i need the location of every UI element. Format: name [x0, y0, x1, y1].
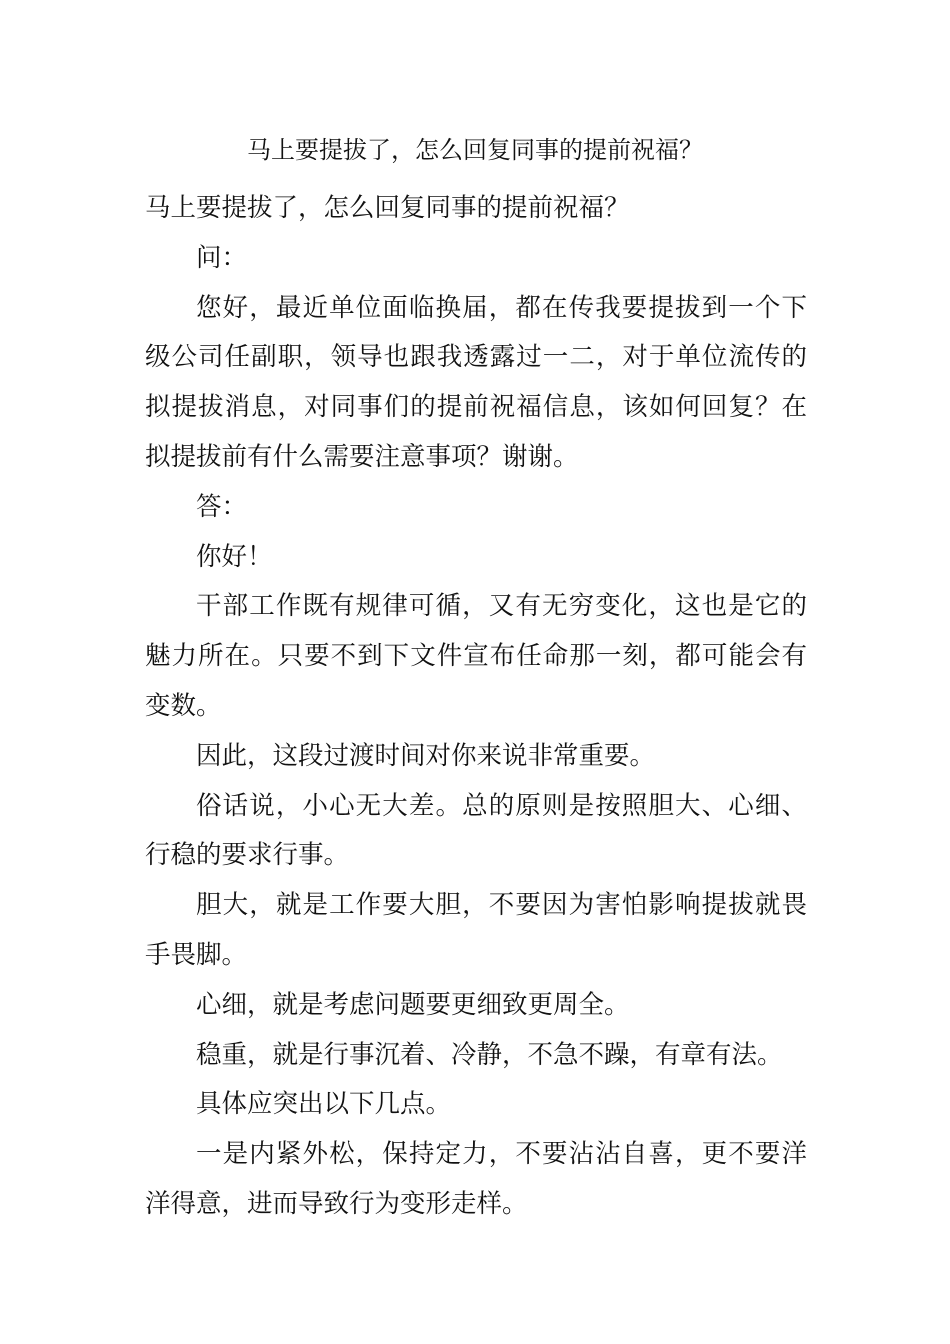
question-label: 问： [196, 242, 248, 273]
document-body [145, 184, 807, 1230]
document-title: 马上要提拔了，怎么回复同事的提前祝福？ [247, 136, 703, 164]
subtitle-paragraph: 马上要提拔了，怎么回复同事的提前祝福？ [145, 193, 630, 223]
body-paragraph: 因此，这段过渡时间对你来说非常重要。 [196, 740, 656, 771]
question-paragraph: 您好，最近单位面临换届，都在传我要提拔到一个下级公司任副职，领导也跟我透露过一二，对于单位流传的拟提拔消息，对同事们的提前祝福信息，该如何回复？在拟提拔前有什么需要注意事项？谢谢。 [145, 292, 807, 472]
body-paragraph: 一是内紧外松，保持定力，不要沾沾自喜，更不要洋洋得意，进而导致行为变形走样。 [145, 1139, 807, 1219]
greeting-paragraph: 你好！ [196, 541, 273, 572]
body-paragraph: 心细，就是考虑问题要更细致更周全。 [196, 989, 630, 1020]
body-paragraph: 稳重，就是行事沉着、冷静，不急不躁，有章有法。 [196, 1039, 783, 1070]
body-paragraph: 干部工作既有规律可循，又有无穷变化，这也是它的魅力所在。只要不到下文件宣布任命那一刻，都可能会有变数。 [145, 591, 807, 721]
body-paragraph: 具体应突出以下几点。 [196, 1089, 452, 1120]
body-paragraph: 俗话说，小心无大差。总的原则是按照胆大、心细、行稳的要求行事。 [145, 790, 807, 871]
body-paragraph: 胆大，就是工作要大胆，不要因为害怕影响提拔就畏手畏脚。 [145, 890, 807, 970]
answer-label: 答： [196, 491, 248, 522]
